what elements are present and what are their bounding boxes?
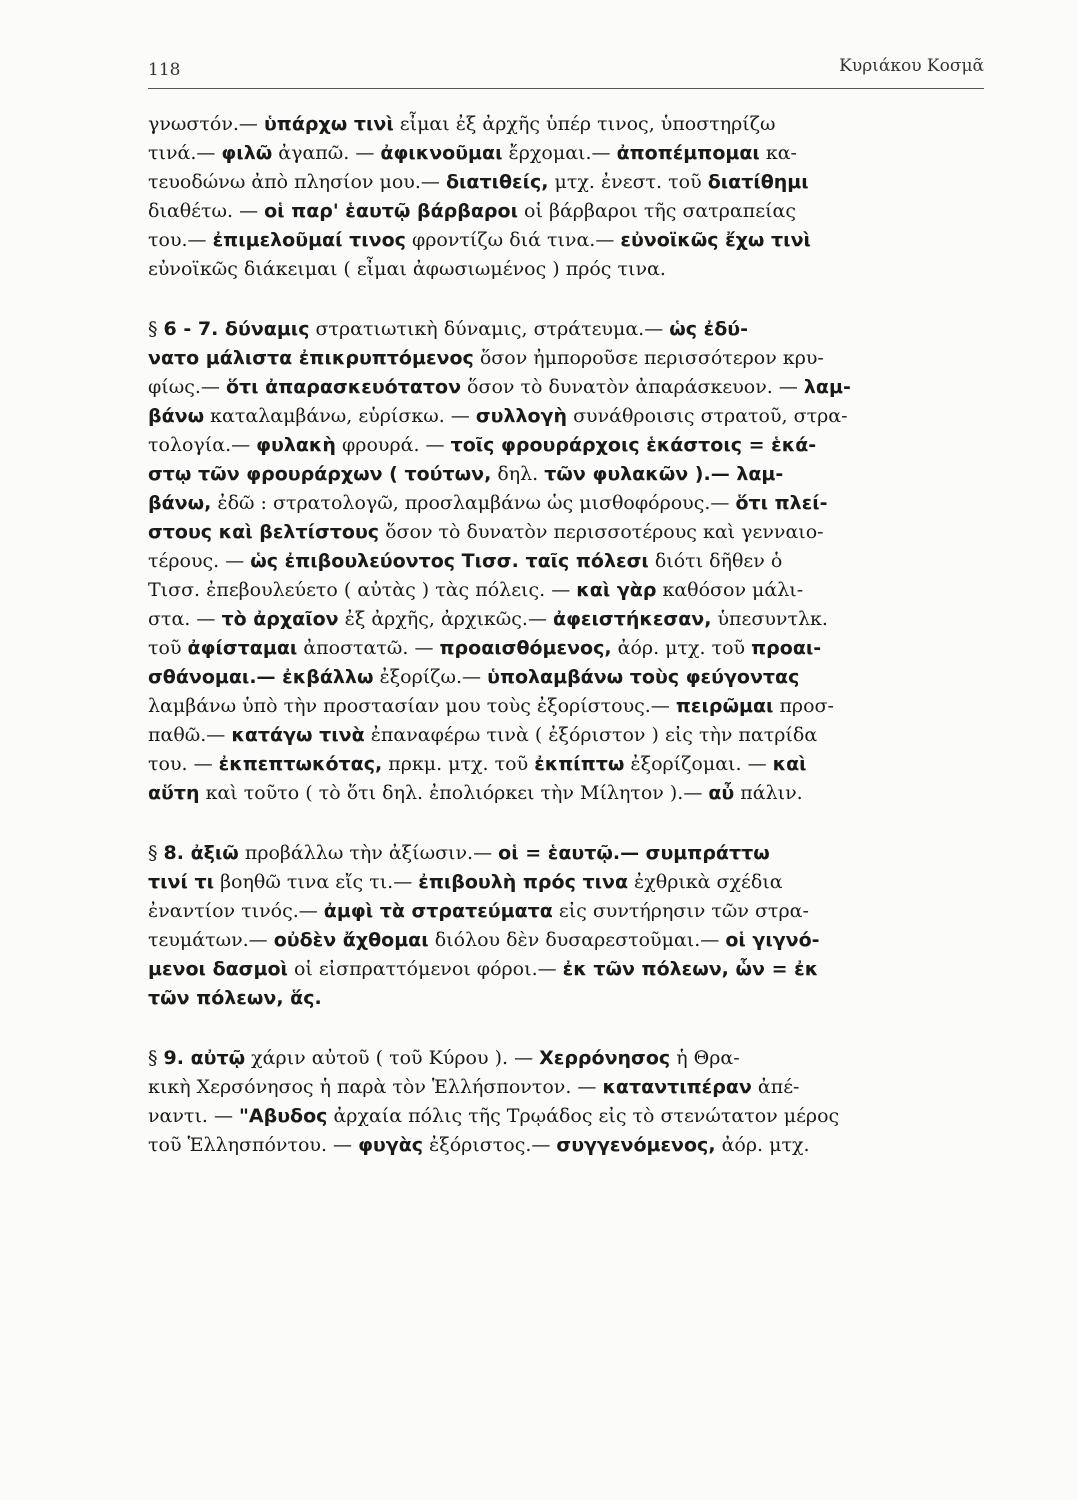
text-line: αὕτη καὶ τοῦτο ( τὸ ὅτι δηλ. ἐπολιόρκει τὴν Μίλητον ).— αὖ πάλιν.: [148, 782, 803, 804]
text-line: φίως.— ὅτι ἀπαρασκευότατον ὅσον τὸ δυνατὸν ἀπαράσκευον. — λαμ-: [148, 376, 851, 398]
text-line: λαμβάνω ὑπὸ τὴν προστασίαν μου τοὺς ἐξορίστους.— πειρῶμαι προσ-: [148, 695, 834, 717]
text-line: τολογία.— φυλακὴ φρουρά. — τοῖς φρουράρχοις ἑκάστοις = ἑκά-: [148, 434, 817, 456]
header-rule: [148, 88, 984, 89]
text-line: ἐναντίον τινός.— ἀμφὶ τὰ στρατεύματα εἰς συντήρησιν τῶν στρα-: [148, 900, 809, 922]
text-line: στῳ τῶν φρουράρχων ( τούτων, δηλ. τῶν φυλακῶν ).— λαμ-: [148, 463, 784, 485]
text-line: τοῦ Ἑλλησπόντου. — φυγὰς ἐξόριστος.— συγγενόμενος, ἀόρ. μτχ.: [148, 1134, 810, 1156]
text-line: διαθέτω. — οἱ παρ' ἑαυτῷ βάρβαροι οἱ βάρβαροι τῆς σατραπείας: [148, 200, 797, 222]
page-number: 118: [148, 60, 181, 80]
text-line: νατο μάλιστα ἐπικρυπτόμενος ὅσον ἠμποροῦσε περισσότερον κρυ-: [148, 347, 824, 369]
text-line: τοῦ ἀφίσταμαι ἀποστατῶ. — προαισθόμενος, ἀόρ. μτχ. τοῦ προαι-: [148, 637, 822, 659]
text-line: μενοι δασμοὶ οἱ εἰσπραττόμενοι φόροι.— ἐκ τῶν πόλεων, ὧν = ἐκ: [148, 958, 819, 980]
text-line: βάνω, ἐδῶ : στρατολογῶ, προσλαμβάνω ὡς μισθοφόρους.— ὅτι πλεί-: [148, 492, 828, 514]
text-line: παθῶ.— κατάγω τινὰ ἐπαναφέρω τινὰ ( ἐξόριστον ) εἰς τὴν πατρίδα: [148, 724, 818, 746]
text-line: κικὴ Χερσόνησος ἡ παρὰ τὸν Ἑλλήσποντον. — καταντιπέραν ἀπέ-: [148, 1076, 800, 1098]
text-line: βάνω καταλαμβάνω, εὑρίσκω. — συλλογὴ συνάθροισις στρατοῦ, στρα-: [148, 405, 848, 427]
text-line: του.— ἐπιμελοῦμαί τινος φροντίζω διά τινα.— εὐνοϊκῶς ἔχω τινὶ: [148, 229, 811, 251]
paragraph-gap: [148, 1013, 984, 1044]
text-line: τινί τι βοηθῶ τινα εἴς τι.— ἐπιβουλὴ πρός τινα ἐχθρικὰ σχέδια: [148, 871, 783, 893]
text-line: § 9. αὐτῷ χάριν αὐτοῦ ( τοῦ Κύρου ). — Χερρόνησος ἡ Θρα-: [148, 1047, 740, 1069]
text-line: τευοδώνω ἀπὸ πλησίον μου.— διατιθείς, μτχ. ἐνεστ. τοῦ διατίθημι: [148, 171, 809, 193]
text-line: τέρους. — ὡς ἐπιβουλεύοντος Τισσ. ταῖς πόλεσι διότι δῆθεν ὁ: [148, 550, 783, 572]
text-line: εὐνοϊκῶς διάκειμαι ( εἶμαι ἀφωσιωμένος ) πρός τινα.: [148, 258, 666, 280]
text-line: στους καὶ βελτίστους ὅσον τὸ δυνατὸν περισσοτέρους καὶ γενναιο-: [148, 521, 824, 543]
body-text: [148, 110, 984, 1160]
text-line: του. — ἐκπεπτωκότας, πρκμ. μτχ. τοῦ ἐκπίπτω ἐξορίζομαι. — καὶ: [148, 753, 807, 775]
text-line: τευμάτων.— οὐδὲν ἄχθομαι διόλου δὲν δυσαρεστοῦμαι.— οἱ γιγνό-: [148, 929, 820, 951]
text-line: ναντι. — "Αβυδος ἀρχαία πόλις τῆς Τρῳάδος εἰς τὸ στενώτατον μέρος: [148, 1105, 840, 1127]
paragraph-gap: [148, 808, 984, 839]
text-line: γνωστόν.— ὑπάρχω τινὶ εἶμαι ἐξ ἀρχῆς ὑπέρ τινος, ὑποστηρίζω: [148, 113, 776, 135]
paragraph-gap: [148, 284, 984, 315]
text-line: σθάνομαι.— ἐκβάλλω ἐξορίζω.— ὑπολαμβάνω τοὺς φεύγοντας: [148, 666, 800, 688]
text-line: § 6 - 7. δύναμις στρατιωτικὴ δύναμις, στράτευμα.— ὡς ἐδύ-: [148, 318, 748, 340]
text-line: τινά.— φιλῶ ἀγαπῶ. — ἀφικνοῦμαι ἔρχομαι.— ἀποπέμπομαι κα-: [148, 142, 797, 164]
text-line: στα. — τὸ ἀρχαῖον ἐξ ἀρχῆς, ἀρχικῶς.— ἀφειστήκεσαν, ὑπεσυντλκ.: [148, 608, 828, 630]
text-line: τῶν πόλεων, ἅς.: [148, 987, 322, 1009]
page-header: [148, 50, 984, 86]
running-title: Κυριάκου Κοσμᾶ: [839, 56, 984, 76]
text-line: § 8. ἀξιῶ προβάλλω τὴν ἀξίωσιν.— οἱ = ἑαυτῷ.— συμπράττω: [148, 842, 770, 864]
text-line: Τισσ. ἐπεβουλεύετο ( αὐτὰς ) τὰς πόλεις. — καὶ γὰρ καθόσον μάλι-: [148, 579, 804, 601]
